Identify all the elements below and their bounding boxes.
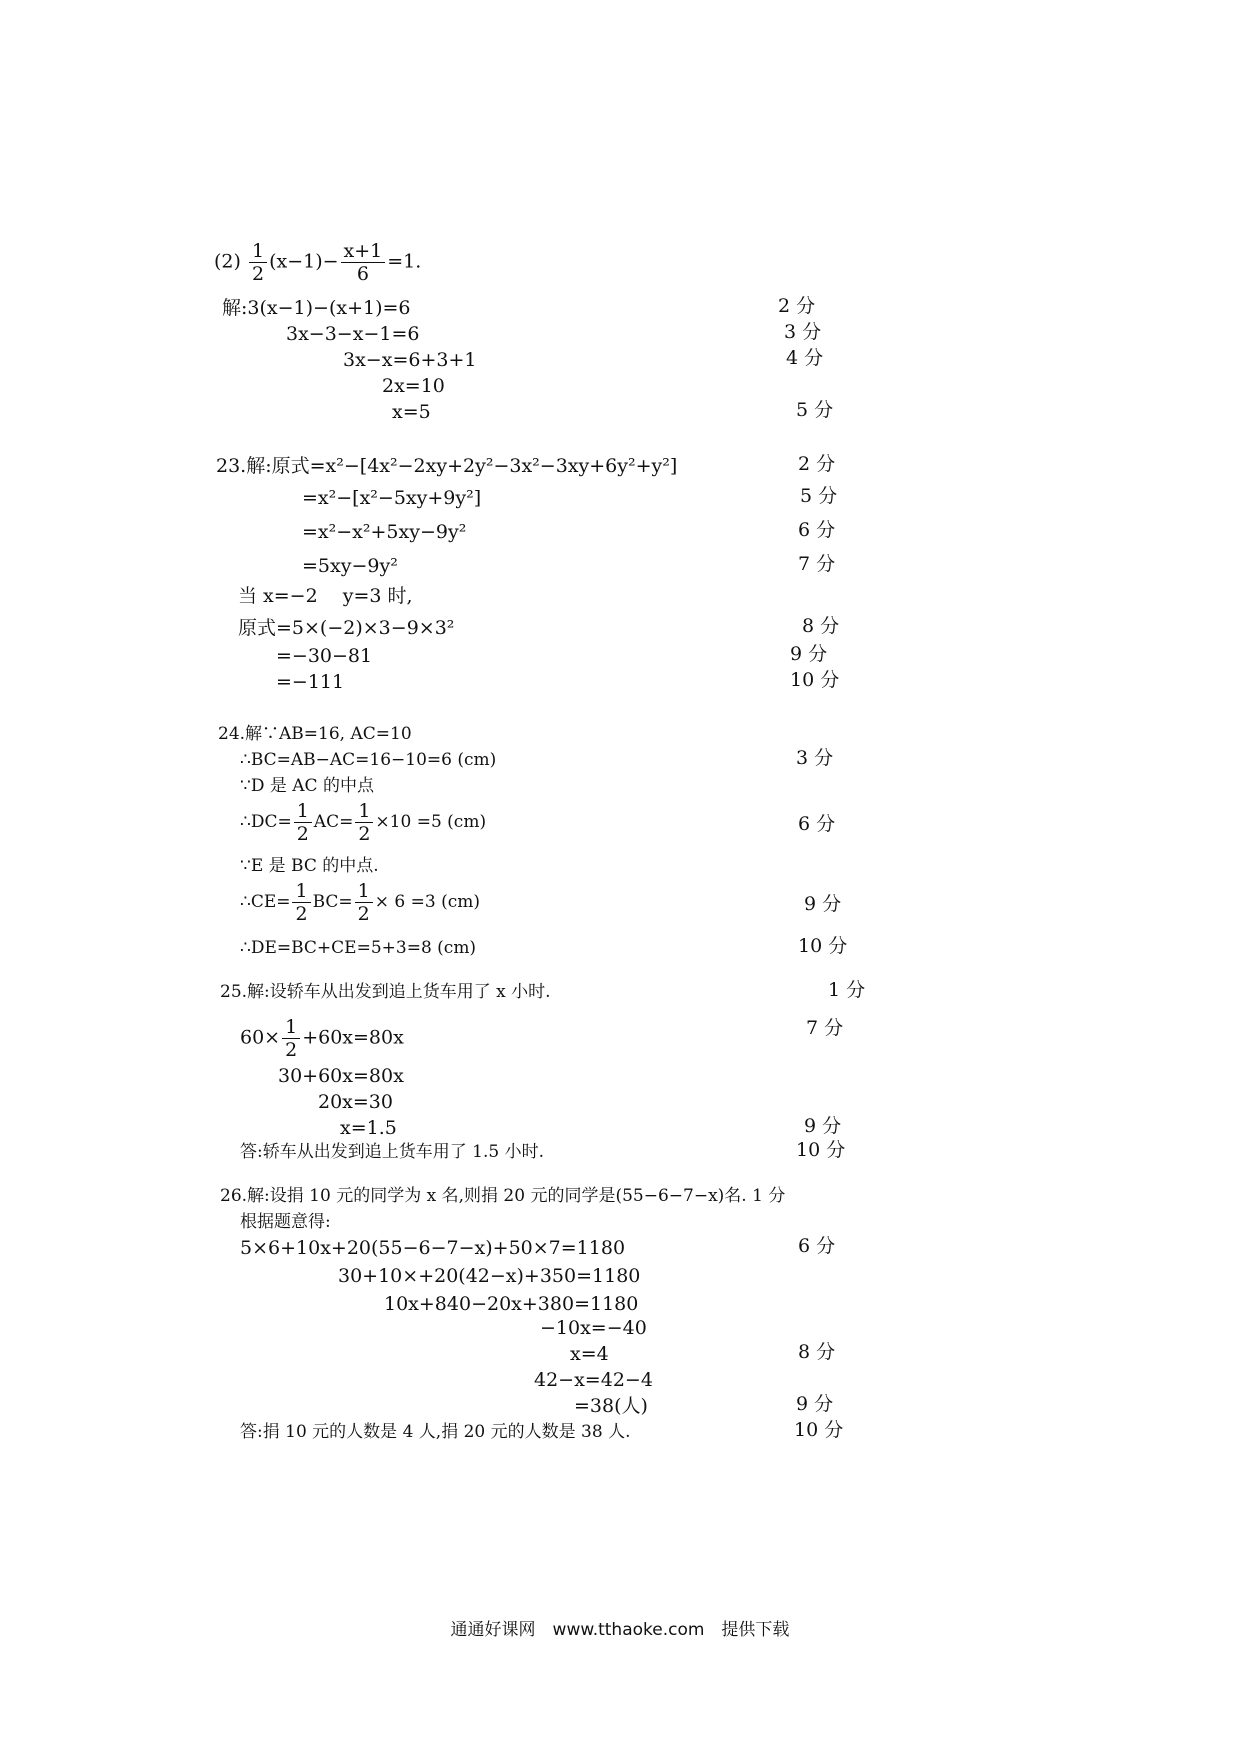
p22-line-2: 3x−3−x−1=6 <box>286 323 420 345</box>
score: 10 分 <box>794 1419 844 1441</box>
score: 7 分 <box>798 553 836 575</box>
score: 9 分 <box>804 893 842 915</box>
p22-line-5: x=5 <box>392 401 431 423</box>
score: 2 分 <box>778 295 816 317</box>
p23-line-8: =−111 <box>276 671 345 693</box>
p25-line-1: 25.解:设轿车从出发到追上货车用了 x 小时. <box>220 982 551 1002</box>
p24-line-1: 24.解∵AB=16, AC=10 <box>218 724 412 744</box>
score: 10 分 <box>796 1139 846 1161</box>
p22-line-4: 2x=10 <box>382 375 445 397</box>
score: 6 分 <box>798 1235 836 1257</box>
score: 4 分 <box>786 347 824 369</box>
p22-line-3: 3x−x=6+3+1 <box>343 349 477 371</box>
p23-line-5: 当 x=−2 y=3 时, <box>238 585 413 607</box>
score: 9 分 <box>804 1115 842 1137</box>
p26-line-9: =38(人) <box>574 1395 648 1417</box>
p24-line-7: ∴DE=BC+CE=5+3=8 (cm) <box>240 938 477 958</box>
p23-line-7: =−30−81 <box>276 645 373 667</box>
score: 10 分 <box>798 935 848 957</box>
p25-line-5: x=1.5 <box>340 1117 397 1139</box>
p26-line-3: 5×6+10x+20(55−6−7−x)+50×7=1180 <box>240 1237 626 1259</box>
p26-line-4: 30+10×+20(42−x)+350=1180 <box>338 1265 641 1287</box>
p22-frac2: $\frac{x+1}{6}$ <box>341 240 386 285</box>
p24-line-2: ∴BC=AB−AC=16−10=6 (cm) <box>240 750 497 770</box>
p22-label: (2) <box>214 250 241 273</box>
p24-line-6: ∴CE= $\frac{1}{2}$ BC= $\frac{1}{2}$ × 6 =3 (cm) <box>240 880 480 925</box>
p26-line-2: 根据题意得: <box>240 1212 331 1232</box>
p26-line-7: x=4 <box>570 1343 609 1365</box>
score: 10 分 <box>790 669 840 691</box>
score: 6 分 <box>798 519 836 541</box>
p26-answer: 答:捐 10 元的人数是 4 人,捐 20 元的人数是 38 人. <box>240 1422 631 1442</box>
p25-line-3: 30+60x=80x <box>278 1065 404 1087</box>
p23-line-2: =x²−[x²−5xy+9y²] <box>302 487 482 509</box>
p23-line-1: 23.解:原式=x²−[4x²−2xy+2y²−3x²−3xy+6y²+y²] <box>216 455 678 477</box>
p26-line-8: 42−x=42−4 <box>534 1369 653 1391</box>
p24-line-3: ∵D 是 AC 的中点 <box>240 776 374 796</box>
score: 1 分 <box>828 979 866 1001</box>
score: 5 分 <box>800 485 838 507</box>
score: 7 分 <box>806 1017 844 1039</box>
p26-line-5: 10x+840−20x+380=1180 <box>384 1293 639 1315</box>
p26-line-6: −10x=−40 <box>540 1317 647 1339</box>
score: 6 分 <box>798 813 836 835</box>
score: 9 分 <box>796 1393 834 1415</box>
p25-line-2: 60× $\frac{1}{2}$ +60x=80x <box>240 1016 404 1061</box>
p22-question: (2) $\frac{1}{2}$ (x−1)− $\frac{x+1}{6}$ =1. <box>214 240 422 285</box>
p23-line-4: =5xy−9y² <box>302 555 398 577</box>
score: 3 分 <box>796 747 834 769</box>
p23-line-6: 原式=5×(−2)×3−9×3² <box>238 617 455 639</box>
score: 3 分 <box>784 321 822 343</box>
p25-line-4: 20x=30 <box>318 1091 393 1113</box>
p22-frac1: $\frac{1}{2}$ <box>249 240 267 285</box>
score: 5 分 <box>796 399 834 421</box>
footer-credit: 通通好课网 www.tthaoke.com 提供下载 <box>450 1620 790 1640</box>
p26-line-1: 26.解:设捐 10 元的同学为 x 名,则捐 20 元的同学是(55−6−7−x)名. 1 分 <box>220 1186 786 1206</box>
p25-answer: 答:轿车从出发到追上货车用了 1.5 小时. <box>240 1142 544 1162</box>
score: 8 分 <box>802 615 840 637</box>
p24-line-4: ∴DC= $\frac{1}{2}$ AC= $\frac{1}{2}$ ×10 =5 (cm) <box>240 800 487 845</box>
p23-line-3: =x²−x²+5xy−9y² <box>302 521 467 543</box>
score: 8 分 <box>798 1341 836 1363</box>
p22-line-1: 解:3(x−1)−(x+1)=6 <box>222 297 411 319</box>
score: 2 分 <box>798 453 836 475</box>
score: 9 分 <box>790 643 828 665</box>
p24-line-5: ∵E 是 BC 的中点. <box>240 856 379 876</box>
